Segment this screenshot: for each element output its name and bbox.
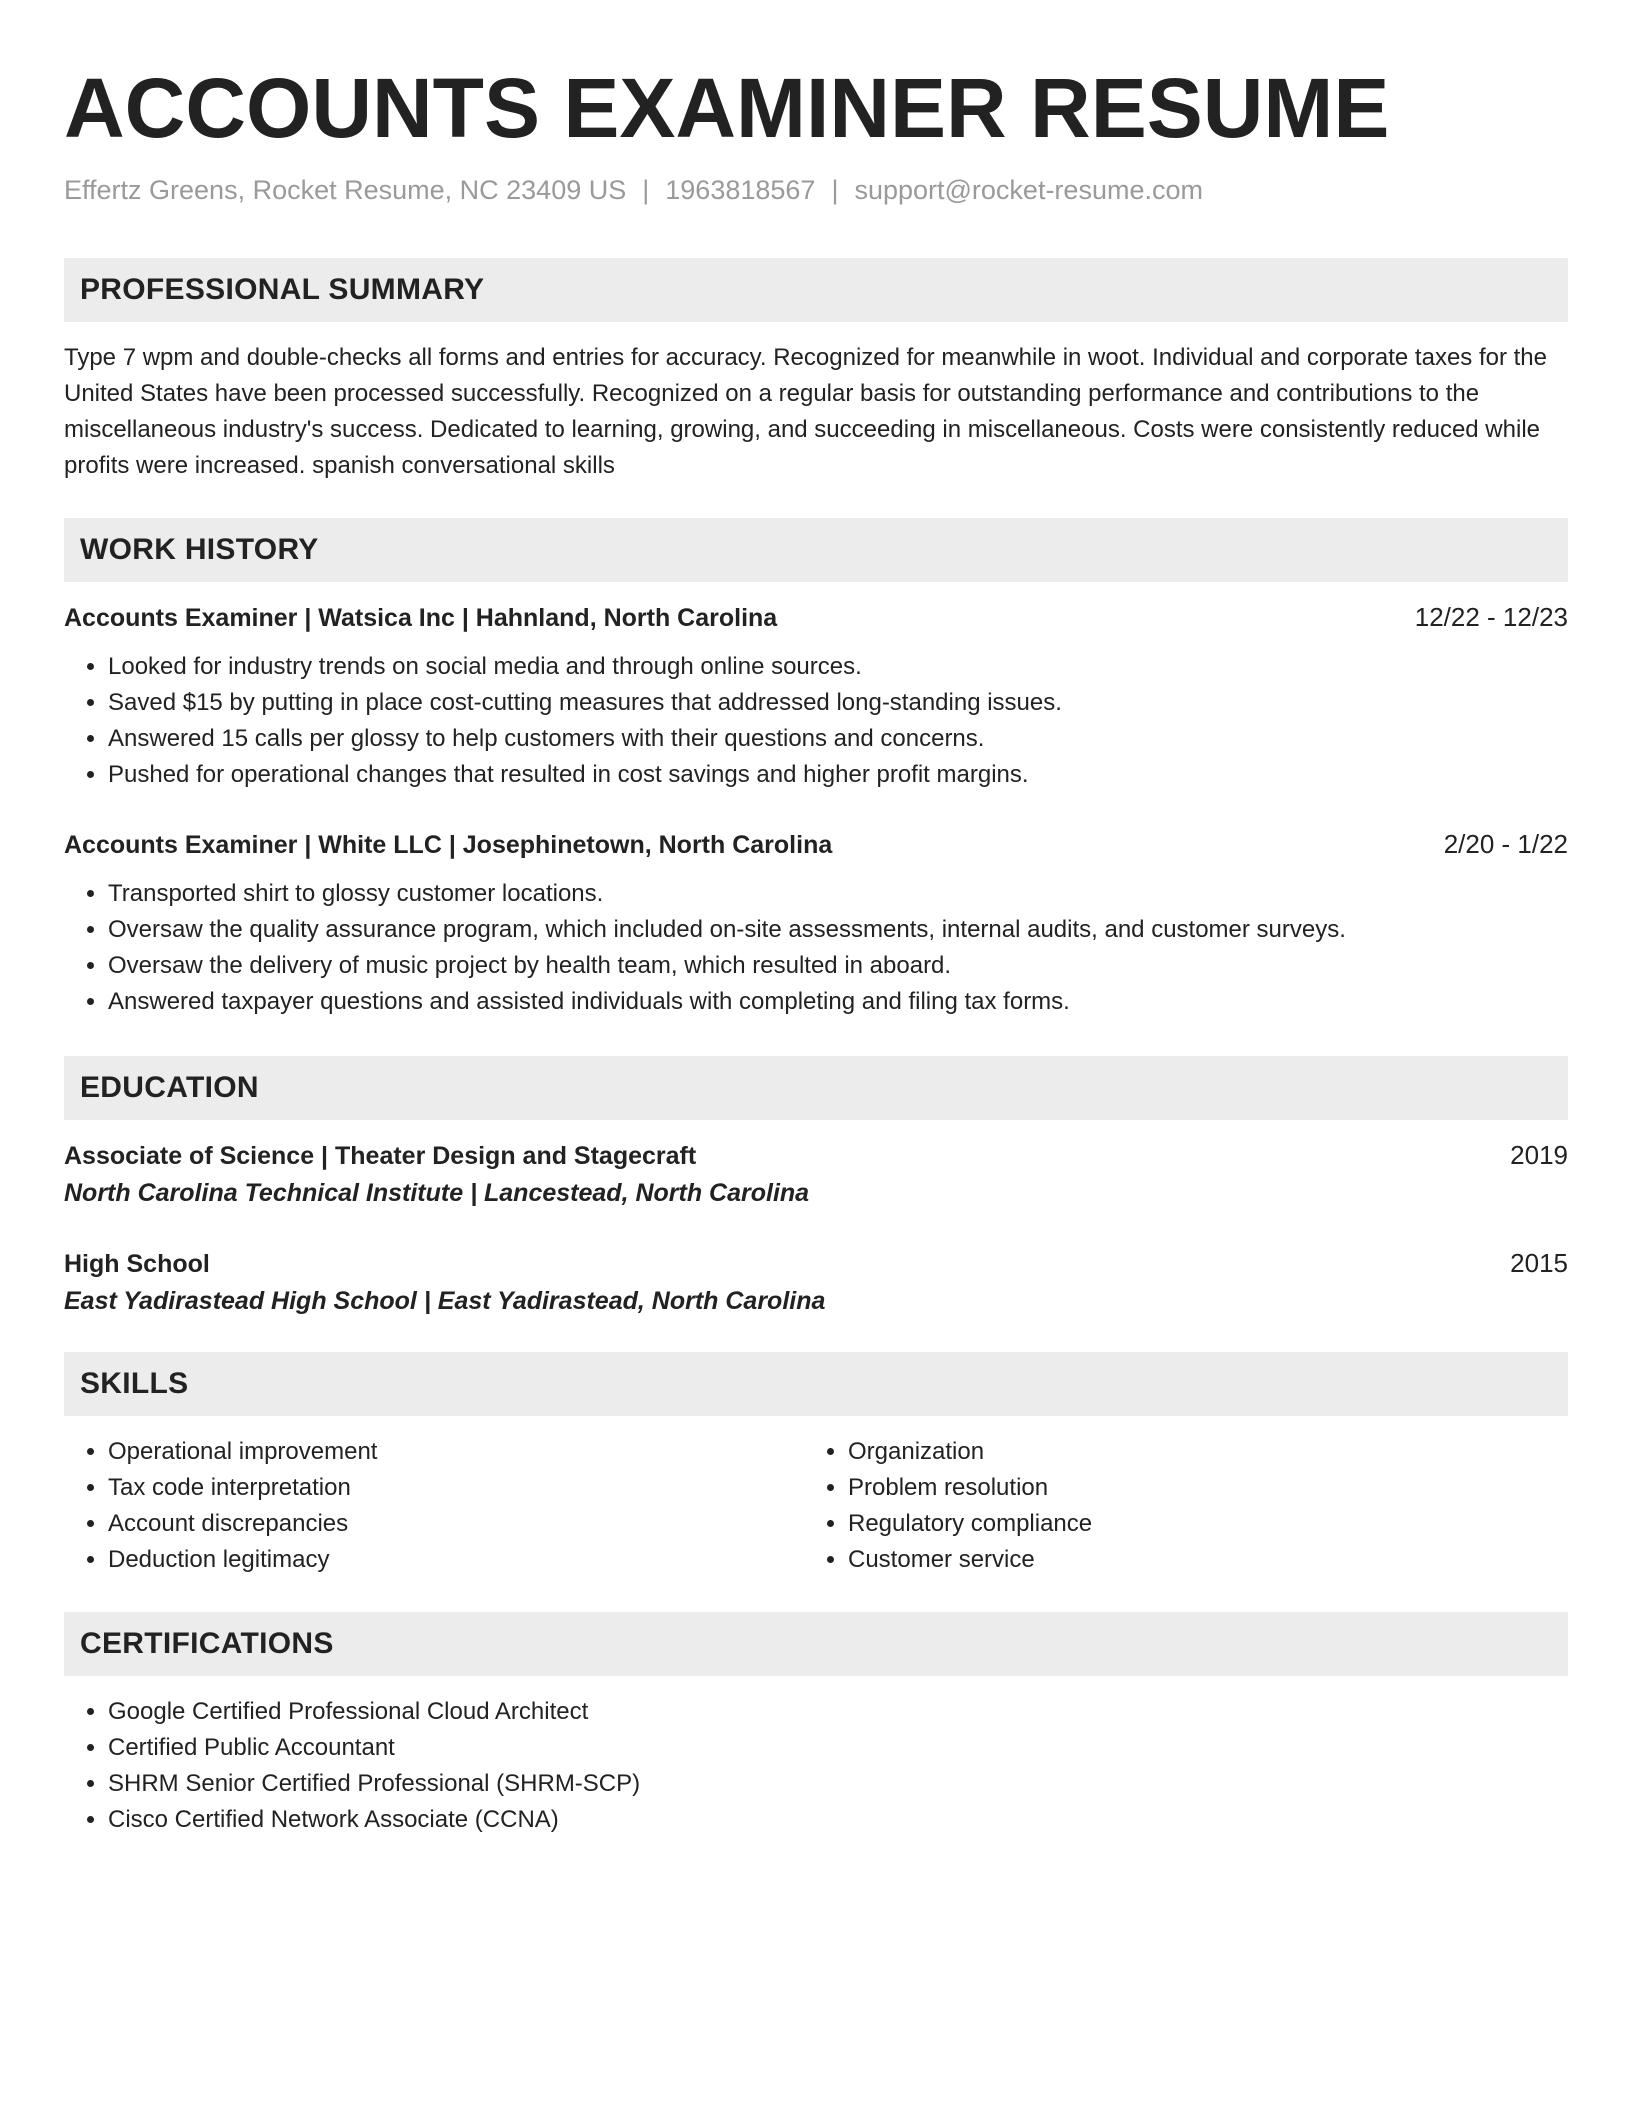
skill-item: • Customer service xyxy=(848,1542,1544,1578)
job-bullet: • Pushed for operational changes that resulted in cost savings and higher profit margins. xyxy=(108,757,1568,793)
job-dates: 2/20 - 1/22 xyxy=(1443,829,1568,860)
job-bullet: • Oversaw the quality assurance program, which included on-site assessments, internal audits, and customer surveys. xyxy=(108,912,1568,948)
education-year: 2015 xyxy=(1510,1248,1568,1279)
skill-item: • Deduction legitimacy xyxy=(108,1542,804,1578)
job-entry xyxy=(64,829,1568,1020)
skill-item: • Account discrepancies xyxy=(108,1506,804,1542)
skill-item: • Organization xyxy=(848,1434,1544,1470)
certifications-heading: CERTIFICATIONS xyxy=(64,1612,1568,1676)
resume-title: ACCOUNTS EXAMINER RESUME xyxy=(64,61,1390,155)
job-bullet: • Looked for industry trends on social media and through online sources. xyxy=(108,649,1568,685)
skill-item: • Regulatory compliance xyxy=(848,1506,1544,1542)
education-entry xyxy=(64,1140,1568,1208)
contact-separator: | xyxy=(831,175,839,205)
job-title: Accounts Examiner | Watsica Inc | Hahnland, North Carolina xyxy=(64,604,778,633)
job-bullet: • Answered taxpayer questions and assisted individuals with completing and filing tax forms. xyxy=(108,984,1568,1020)
contact-address: Effertz Greens, Rocket Resume, NC 23409 US xyxy=(64,175,627,205)
contact-separator: | xyxy=(642,175,650,205)
contact-email: support@rocket-resume.com xyxy=(854,175,1203,205)
job-bullet: • Answered 15 calls per glossy to help customers with their questions and concerns. xyxy=(108,721,1568,757)
summary-heading: PROFESSIONAL SUMMARY xyxy=(64,258,1568,322)
skills-list xyxy=(64,1434,804,1578)
job-dates: 12/22 - 12/23 xyxy=(1414,602,1568,633)
skills-grid xyxy=(64,1434,1568,1578)
summary-text: Type 7 wpm and double-checks all forms and entries for accuracy. Recognized for meanwhile in woot. Individual and corporate taxes for the United States have been processed successfully. Recognized on a regular basis for outstanding performance and contributions to the miscellaneous industry's success. Dedicated to learning, growing, and succeeding in miscellaneous. Costs were consistently reduced while profits were increased. spanish conversational skills xyxy=(64,344,1547,480)
job-bullets xyxy=(64,876,1568,1020)
work-history-heading: WORK HISTORY xyxy=(64,518,1568,582)
contact-phone: 1963818567 xyxy=(665,175,816,205)
certification-item: • Certified Public Accountant xyxy=(108,1730,1568,1766)
certifications-list xyxy=(64,1694,1568,1838)
certification-item: • Google Certified Professional Cloud Architect xyxy=(108,1694,1568,1730)
skills-column-right xyxy=(804,1434,1544,1578)
education-year: 2019 xyxy=(1510,1140,1568,1171)
education-school: East Yadirastead High School | East Yadirastead, North Carolina xyxy=(64,1287,826,1316)
education-degree: High School xyxy=(64,1250,210,1279)
skills-heading: SKILLS xyxy=(64,1352,1568,1416)
education-heading: EDUCATION xyxy=(64,1056,1568,1120)
job-title: Accounts Examiner | White LLC | Josephinetown, North Carolina xyxy=(64,831,833,860)
education-entry xyxy=(64,1248,1568,1316)
certification-item: • Cisco Certified Network Associate (CCNA) xyxy=(108,1802,1568,1838)
job-entry xyxy=(64,602,1568,793)
skill-item: • Operational improvement xyxy=(108,1434,804,1470)
education-degree: Associate of Science | Theater Design and Stagecraft xyxy=(64,1142,697,1171)
contact-line xyxy=(64,174,1568,206)
job-bullet: • Oversaw the delivery of music project by health team, which resulted in aboard. xyxy=(108,948,1568,984)
education-school: North Carolina Technical Institute | Lancestead, North Carolina xyxy=(64,1179,810,1208)
skills-column-left xyxy=(64,1434,804,1578)
skill-item: • Problem resolution xyxy=(848,1470,1544,1506)
skill-item: • Tax code interpretation xyxy=(108,1470,804,1506)
skills-list xyxy=(804,1434,1544,1578)
certification-item: • SHRM Senior Certified Professional (SHRM-SCP) xyxy=(108,1766,1568,1802)
job-bullet: • Saved $15 by putting in place cost-cutting measures that addressed long-standing issues. xyxy=(108,685,1568,721)
job-bullet: • Transported shirt to glossy customer locations. xyxy=(108,876,1568,912)
job-bullets xyxy=(64,649,1568,793)
